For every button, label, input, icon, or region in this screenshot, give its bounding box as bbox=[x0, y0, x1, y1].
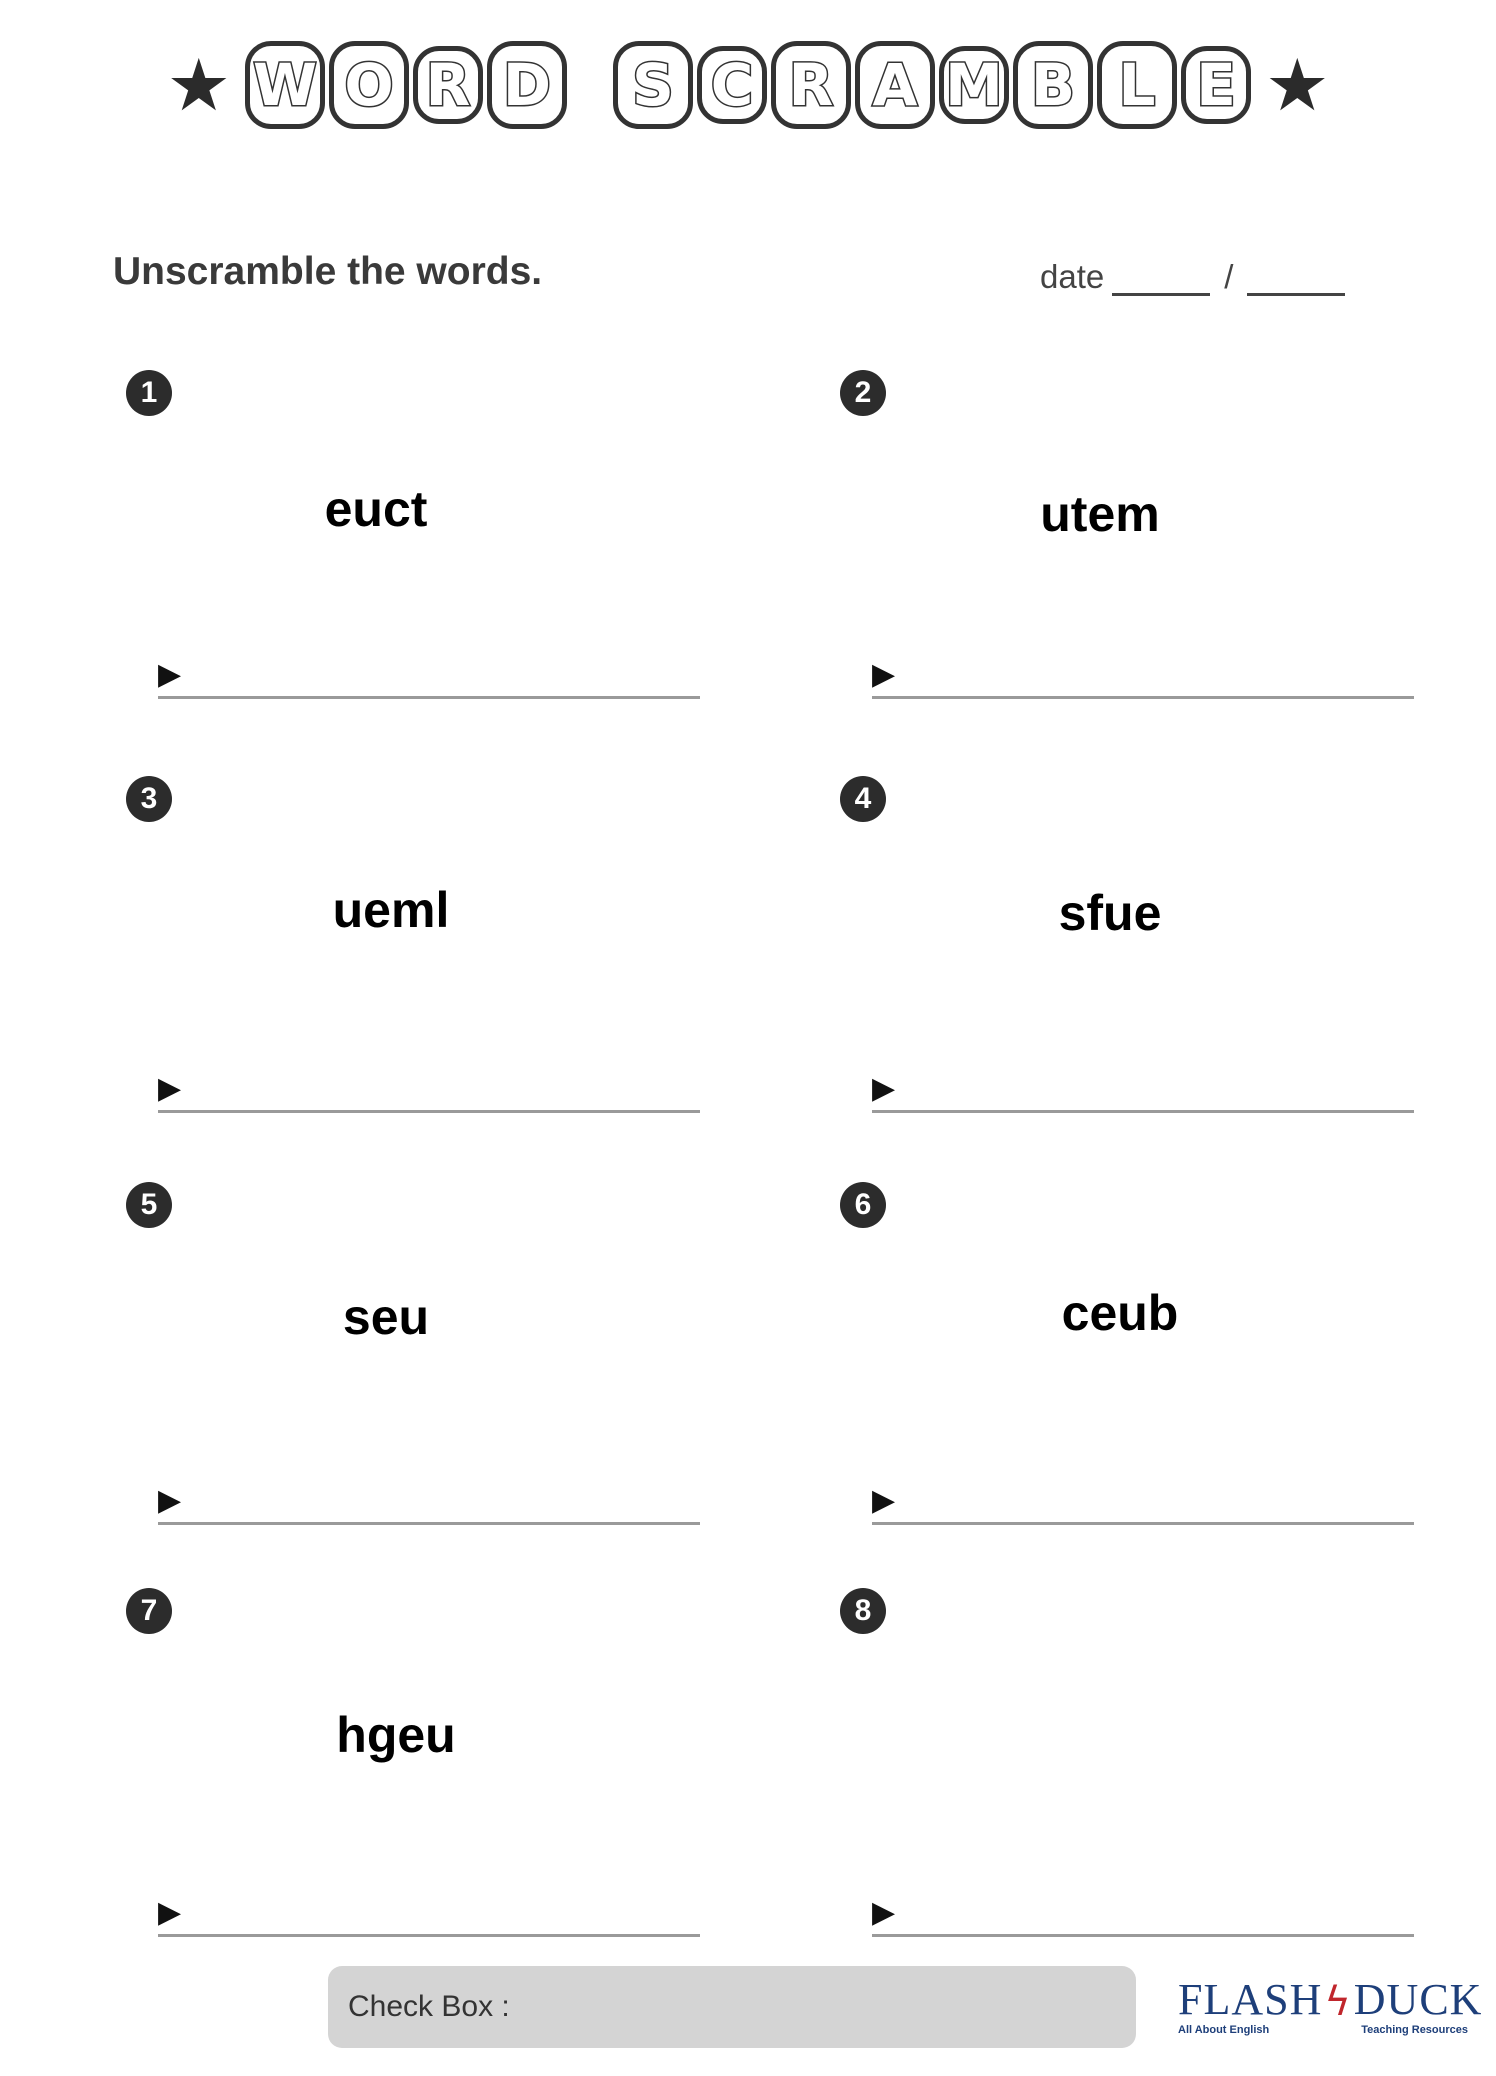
scramble-item-7 bbox=[116, 1588, 676, 1998]
scrambled-word: ueml bbox=[332, 882, 450, 938]
answer-line[interactable] bbox=[872, 696, 1414, 699]
date-blank-month[interactable] bbox=[1112, 266, 1210, 296]
item-number-badge: 7 bbox=[126, 1588, 172, 1634]
title-letter: B bbox=[1013, 41, 1093, 129]
title-letter: O bbox=[329, 41, 409, 129]
star-icon-right: ★ bbox=[1265, 43, 1330, 127]
logo-text-right: DUCK bbox=[1353, 1975, 1483, 2024]
title-letter: L bbox=[1097, 41, 1177, 129]
item-number-badge: 8 bbox=[840, 1588, 886, 1634]
title-letter: E bbox=[1181, 46, 1251, 124]
scramble-item-2 bbox=[830, 370, 1390, 780]
date-separator: / bbox=[1224, 258, 1234, 295]
item-number-badge: 5 bbox=[126, 1182, 172, 1228]
answer-line[interactable] bbox=[872, 1522, 1414, 1525]
scrambled-word: seu bbox=[342, 1289, 430, 1345]
scrambled-word: hgeu bbox=[336, 1707, 456, 1763]
item-number-badge: 4 bbox=[840, 776, 886, 822]
arrow-icon: ▶ bbox=[872, 1483, 896, 1518]
date-label: date bbox=[1040, 258, 1105, 295]
answer-line[interactable] bbox=[872, 1110, 1414, 1113]
answer-line[interactable] bbox=[158, 696, 700, 699]
answer-line[interactable] bbox=[158, 1522, 700, 1525]
title-letter: A bbox=[855, 41, 935, 129]
item-number-badge: 6 bbox=[840, 1182, 886, 1228]
lightning-bolt-icon: ϟ bbox=[1324, 1979, 1352, 2025]
scramble-item-4 bbox=[830, 776, 1390, 1186]
answer-line[interactable] bbox=[158, 1934, 700, 1937]
arrow-icon: ▶ bbox=[158, 1071, 182, 1106]
item-number-badge: 3 bbox=[126, 776, 172, 822]
title-letter: D bbox=[487, 41, 567, 129]
flashduck-logo bbox=[1178, 1975, 1483, 2048]
check-box[interactable] bbox=[328, 1966, 1136, 2048]
arrow-icon: ▶ bbox=[158, 657, 182, 692]
logo-text-left: FLASH bbox=[1178, 1975, 1323, 2024]
title-letter: S bbox=[613, 41, 693, 129]
title-letter: R bbox=[771, 41, 851, 129]
title-letters bbox=[245, 41, 1251, 129]
answer-line[interactable] bbox=[158, 1110, 700, 1113]
arrow-icon: ▶ bbox=[872, 1895, 896, 1930]
check-box-label: Check Box : bbox=[348, 1990, 510, 2023]
instruction-text: Unscramble the words. bbox=[113, 250, 543, 293]
worksheet-title bbox=[0, 30, 1496, 140]
scrambled-word: sfue bbox=[1058, 885, 1162, 941]
title-letter: M bbox=[939, 46, 1009, 124]
scrambled-word: euct bbox=[324, 481, 428, 537]
logo-tagline-right: Teaching Resources bbox=[1361, 2024, 1468, 2036]
title-letter: W bbox=[245, 41, 325, 129]
scramble-item-5 bbox=[116, 1182, 676, 1592]
answer-line[interactable] bbox=[872, 1934, 1414, 1937]
arrow-icon: ▶ bbox=[872, 657, 896, 692]
logo-tagline-left: All About English bbox=[1178, 2024, 1270, 2036]
scramble-item-3 bbox=[116, 776, 676, 1186]
item-number-badge: 2 bbox=[840, 370, 886, 416]
scrambled-word: ceub bbox=[1061, 1285, 1179, 1341]
scrambled-word: utem bbox=[1040, 486, 1160, 542]
star-icon-left: ★ bbox=[166, 43, 231, 127]
scramble-item-6 bbox=[830, 1182, 1390, 1592]
arrow-icon: ▶ bbox=[158, 1483, 182, 1518]
date-blank-day[interactable] bbox=[1247, 266, 1345, 296]
date-field bbox=[1040, 258, 1345, 296]
title-letter: C bbox=[697, 46, 767, 124]
arrow-icon: ▶ bbox=[158, 1895, 182, 1930]
item-number-badge: 1 bbox=[126, 370, 172, 416]
arrow-icon: ▶ bbox=[872, 1071, 896, 1106]
title-letter: R bbox=[413, 46, 483, 124]
scramble-item-1 bbox=[116, 370, 676, 780]
scramble-item-8 bbox=[830, 1588, 1390, 1998]
